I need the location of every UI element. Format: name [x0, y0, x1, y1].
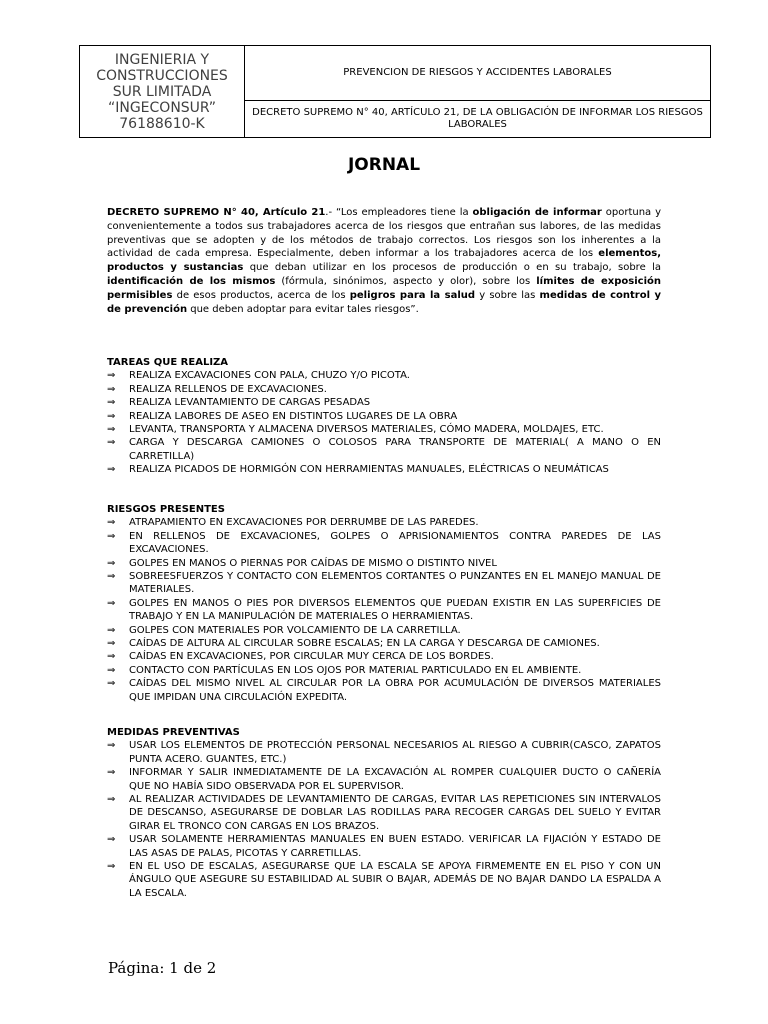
intro-bold-run: obligación de informar [472, 207, 602, 218]
medidas-list [107, 739, 661, 900]
intro-text-run: oportuna y convenientemente a todos sus trabajadores acerca de los riesgos que entrañan sus labores, de las medidas preventivas que se adopten y de los métodos de trabajo correctos. Los riesgos son los inherentes a la actividad de cada empresa. Especialmente, deben informar a los trabajadores acerca de los [107, 207, 661, 260]
arrow-bullet-icon: ⇒ [107, 517, 116, 529]
list-item [107, 650, 661, 663]
company-line: “INGECONSUR” [107, 99, 217, 116]
list-item [107, 677, 661, 704]
arrow-bullet-icon: ⇒ [107, 678, 116, 690]
list-item-text: GOLPES CON MATERIALES POR VOLCAMIENTO DE LA CARRETILLA. [129, 624, 461, 636]
arrow-bullet-icon: ⇒ [107, 437, 116, 449]
list-item-text: LEVANTA, TRANSPORTA Y ALMACENA DIVERSOS MATERIALES, CÓMO MADERA, MOLDAJES, ETC. [129, 424, 604, 436]
arrow-bullet-icon: ⇒ [107, 410, 116, 422]
decree-title: DECRETO SUPREMO N° 40, ARTÍCULO 21, DE LA OBLIGACIÓN DE INFORMAR LOS RIESGOS LABORALES [245, 101, 711, 138]
company-info-cell [80, 46, 245, 138]
list-item-text: EN EL USO DE ESCALAS, ASEGURARSE QUE LA ESCALA SE APOYA FIRMEMENTE EN EL PISO Y CON UN ÁNGULO QUE ASEGURE SU ESTABILIDAD AL SUBIR O BAJAR, ADEMÁS DE NO BAJAR DANDO LA ESPALDA A LA ESCALA. [129, 861, 661, 899]
list-item-text: INFORMAR Y SALIR INMEDIATAMENTE DE LA EXCAVACIÓN AL ROMPER CUALQUIER DUCTO O CAÑERÍA QUE NO HABÍA SIDO OBSERVADA POR EL SUPERVISOR. [129, 767, 661, 792]
section-title-riesgos: RIESGOS PRESENTES [107, 504, 225, 515]
list-item [107, 624, 661, 637]
intro-bold-run: peligros para la salud [349, 289, 476, 301]
arrow-bullet-icon: ⇒ [107, 651, 116, 663]
arrow-bullet-icon: ⇒ [107, 370, 116, 382]
list-item-text: REALIZA LEVANTAMIENTO DE CARGAS PESADAS [129, 397, 371, 409]
arrow-bullet-icon: ⇒ [107, 383, 116, 395]
intro-text-run: que deben adoptar para evitar tales riesgos”. [187, 303, 419, 315]
list-item-text: GOLPES EN MANOS O PIES POR DIVERSOS ELEMENTOS QUE PUEDAN EXISTIR EN LAS SUPERFICIES DE TRABAJO Y EN LA MANIPULACIÓN DE MATERIALES O HERRAMIENTAS. [129, 597, 661, 623]
list-item-text: EN RELLENOS DE EXCAVACIONES, GOLPES O APRISIONAMIENTOS CONTRA PAREDES DE LAS EXCAVACIONES. [129, 530, 661, 556]
list-item-text: CAÍDAS DE ALTURA AL CIRCULAR SOBRE ESCALAS; EN LA CARGA Y DESCARGA DE CAMIONES. [129, 638, 600, 650]
list-item-text: REALIZA RELLENOS DE EXCAVACIONES. [129, 383, 327, 395]
list-item-text: ATRAPAMIENTO EN EXCAVACIONES POR DERRUMBE DE LAS PAREDES. [129, 517, 479, 529]
riesgos-list [107, 516, 661, 704]
intro-text-run: (fórmula, sinónimos, aspecto y olor), sobre los [275, 275, 537, 287]
document-title: JORNAL [347, 155, 421, 175]
arrow-bullet-icon: ⇒ [107, 834, 116, 846]
arrow-bullet-icon: ⇒ [107, 464, 116, 476]
arrow-bullet-icon: ⇒ [107, 767, 116, 779]
list-item [107, 766, 661, 793]
list-item-text: SOBREESFUERZOS Y CONTACTO CON ELEMENTOS CORTANTES O PUNZANTES EN EL MANEJO MANUAL DE MATERIALES. [129, 571, 661, 596]
list-item [107, 396, 661, 409]
page-number: Página: 1 de 2 [108, 959, 217, 977]
list-item [107, 637, 661, 650]
list-item [107, 516, 661, 529]
company-line: INGENIERIA Y [114, 51, 210, 68]
arrow-bullet-icon: ⇒ [107, 638, 116, 650]
arrow-bullet-icon: ⇒ [107, 597, 116, 609]
decree-intro-paragraph [107, 206, 661, 316]
arrow-bullet-icon: ⇒ [107, 530, 116, 542]
arrow-bullet-icon: ⇒ [107, 740, 116, 752]
intro-bold-run: DECRETO SUPREMO N° 40, Artículo 21 [107, 207, 326, 218]
list-item [107, 423, 661, 436]
arrow-bullet-icon: ⇒ [107, 571, 116, 583]
list-item [107, 369, 661, 382]
section-title-tareas: TAREAS QUE REALIZA [107, 357, 229, 368]
list-item-text: CAÍDAS DEL MISMO NIVEL AL CIRCULAR POR LA OBRA POR ACUMULACIÓN DE DIVERSOS MATERIALES QUE IMPIDAN UNA CIRCULACIÓN EXPEDITA. [129, 678, 661, 703]
list-item [107, 570, 661, 597]
intro-bold-run: medidas de control y de prevención [107, 289, 662, 315]
arrow-bullet-icon: ⇒ [107, 424, 116, 436]
intro-text-run: de esos productos, acerca de los [172, 289, 350, 301]
company-rut: 76188610-K [119, 115, 205, 132]
list-item [107, 833, 661, 860]
list-item [107, 463, 661, 476]
list-item [107, 597, 661, 624]
arrow-bullet-icon: ⇒ [107, 397, 116, 409]
company-line: CONSTRUCCIONES [96, 67, 228, 84]
section-tareas [107, 356, 661, 477]
intro-text-run: .- “Los empleadores tiene la [325, 207, 473, 218]
arrow-bullet-icon: ⇒ [107, 624, 116, 636]
arrow-bullet-icon: ⇒ [107, 664, 116, 676]
list-item-text: GOLPES EN MANOS O PIERNAS POR CAÍDAS DE MISMO O DISTINTO NIVEL [129, 557, 497, 569]
arrow-bullet-icon: ⇒ [107, 794, 116, 806]
list-item-text: CAÍDAS EN EXCAVACIONES, POR CIRCULAR MUY CERCA DE LOS BORDES. [129, 651, 494, 663]
list-item [107, 664, 661, 677]
list-item-text: REALIZA EXCAVACIONES CON PALA, CHUZO Y/O PICOTA. [129, 370, 410, 382]
list-item-text: USAR SOLAMENTE HERRAMIENTAS MANUALES EN BUEN ESTADO. VERIFICAR LA FIJACIÓN Y ESTADO DE LAS ASAS DE PALAS, PICOTAS Y CARRETILLAS. [129, 834, 661, 859]
list-item [107, 530, 661, 557]
list-item-text: CARGA Y DESCARGA CAMIONES O COLOSOS PARA TRANSPORTE DE MATERIAL( A MANO O EN CARRETILLA) [129, 437, 661, 462]
intro-text-run: que deban utilizar en los procesos de producción o en su trabajo, sobre la [243, 262, 661, 274]
list-item-text: AL REALIZAR ACTIVIDADES DE LEVANTAMIENTO DE CARGAS, EVITAR LAS REPETICIONES SIN INTERVALOS DE DESCANSO, ASEGURARSE DE DOBLAR LAS RODILLAS PARA RECOGER CARGAS DEL SUELO Y EVITAR GIRAR EL TRONCO CON CARGAS EN LOS BRAZOS. [129, 794, 661, 832]
company-line: SUR LIMITADA [112, 83, 212, 100]
arrow-bullet-icon: ⇒ [107, 557, 116, 569]
intro-bold-run: identificación de los mismos [107, 275, 276, 287]
list-item [107, 557, 661, 570]
section-riesgos [107, 503, 661, 704]
list-item [107, 410, 661, 423]
section-medidas [107, 726, 661, 900]
list-item [107, 860, 661, 900]
intro-text-run: y sobre las [475, 289, 540, 301]
list-item [107, 739, 661, 766]
tareas-list [107, 369, 661, 476]
program-title: PREVENCION DE RIESGOS Y ACCIDENTES LABORALES [245, 46, 711, 101]
list-item-text: CONTACTO CON PARTÍCULAS EN LOS OJOS POR MATERIAL PARTICULADO EN EL AMBIENTE. [129, 664, 582, 676]
list-item-text: REALIZA LABORES DE ASEO EN DISTINTOS LUGARES DE LA OBRA [129, 410, 458, 422]
document-header [79, 45, 711, 138]
list-item [107, 793, 661, 833]
intro-bold-run: límites de exposición permisibles [107, 275, 662, 301]
list-item [107, 436, 661, 463]
list-item [107, 383, 661, 396]
list-item-text: USAR LOS ELEMENTOS DE PROTECCIÓN PERSONAL NECESARIOS AL RIESGO A CUBRIR(CASCO, ZAPATOS PUNTA ACERO. GUANTES, ETC.) [129, 740, 661, 765]
list-item-text: REALIZA PICADOS DE HORMIGÓN CON HERRAMIENTAS MANUALES, ELÉCTRICAS O NEUMÁTICAS [129, 464, 609, 476]
section-title-medidas: MEDIDAS PREVENTIVAS [107, 727, 240, 738]
arrow-bullet-icon: ⇒ [107, 861, 116, 873]
intro-bold-run: elementos, productos y sustancias [107, 248, 661, 274]
